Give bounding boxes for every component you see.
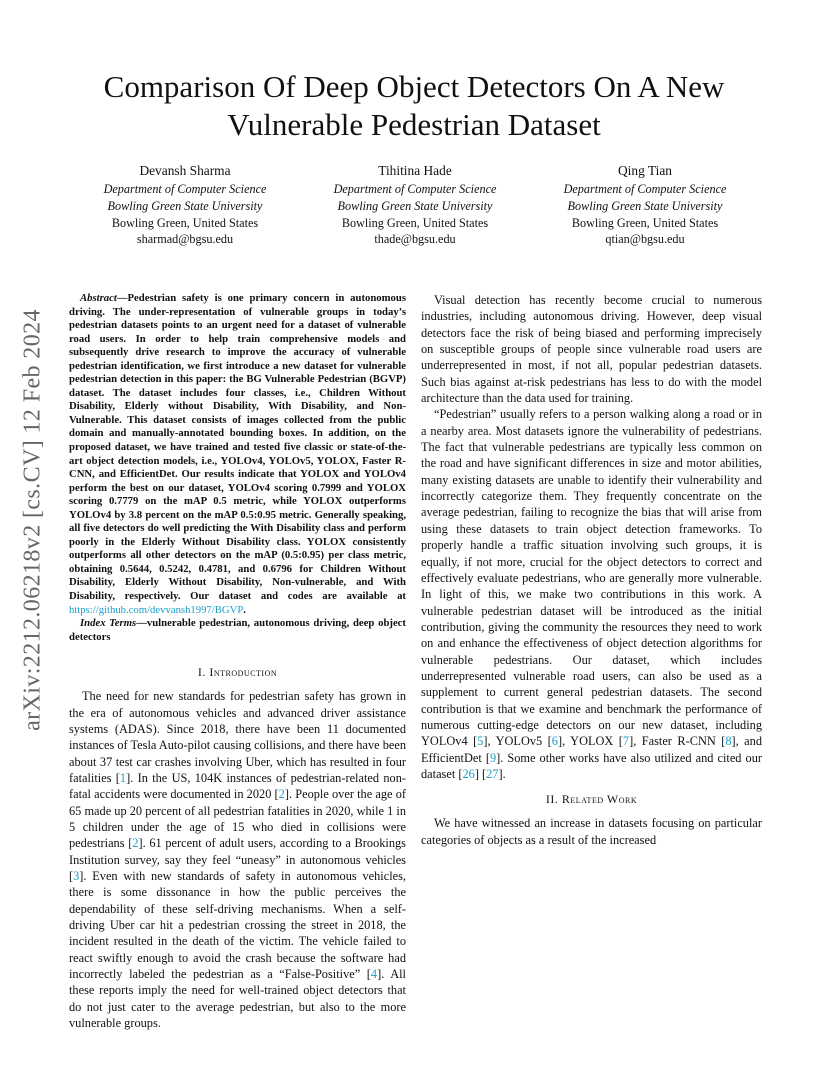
text-run: ] [ — [474, 766, 487, 781]
text-run: ]. — [498, 766, 506, 781]
citation-link[interactable]: 2 — [132, 836, 139, 851]
arxiv-identifier-text: arXiv:2212.06218v2 [cs.CV] 12 Feb 2024 — [19, 309, 46, 731]
text-run: “Pedestrian” usually refers to a person walking along a road or in a nearby area. Most datasets ignore the vulnerability of pedestrians. The fact that vulnerable pedestrians are typically less common on the road and have significant differences in size and motor abilities, many existing datasets are unable to identify their vulnerability and incorrectly categorize them. They frequently concentrate on the average pedestrian, failing to recognize the bias that will arise from using these datasets to train object detection frameworks. To properly handle a traffic situation involving such groups, it is equally, if not more, crucial for the object detectors to correct and effectively evaluate pedestrians, who are generally more vulnerable. In light of this, we make two contributions in this work. A vulnerable pedestrian dataset will be introduced as the initial contribution, giving the community the resources they need to work on and enhance the effectiveness of object detection algorithms for vulnerable pedestrians. Our dataset, which includes underrepresented vulnerable road users, can also be used as a supplement to current general pedestrian datasets. The second contribution is that we examine and benchmark the performance of numerous cutting-edge detectors on our new dataset, including YOLOv4 [ — [421, 407, 762, 749]
author-email[interactable]: thade@bgsu.edu — [374, 232, 456, 247]
text-run: ]. 61 percent of adult users, according to a Brookings Institution survey, say they feel “uneasy” in autonomous vehicles [ — [69, 836, 406, 883]
author-location: Bowling Green, United States — [341, 215, 489, 230]
citation-link[interactable]: 4 — [370, 967, 378, 982]
section-number: II. — [545, 792, 562, 807]
text-run: ], YOLOv5 [ — [483, 734, 552, 749]
author-name: Qing Tian — [618, 163, 672, 178]
text-run: The need for new standards for pedestrian safety has grown in the era of autonomous vehicles and advanced driver assistance systems (ADAS). Since 2018, there have been 11 documented instances of Tesla Auto-pilot causing collisions, and there have been about 37 test car crashes involving Uber, which has resulted in four fatalities [ — [69, 689, 406, 785]
author-university: Bowling Green State University — [337, 198, 493, 213]
left-column — [69, 292, 406, 1031]
index-terms — [69, 617, 406, 644]
author-location: Bowling Green, United States — [111, 215, 259, 230]
text-run: ]. People over the age of 65 made up 20 percent of all pedestrian fatalities in 2020, while 1 in 5 children under the age of 15 who died in collisions were pedestrians [ — [69, 787, 406, 851]
text-run: ]. All these reports imply the need for well-trained object detectors that do not just cater to the average pedestrian, but also to the more vulnerable groups. — [69, 967, 406, 1031]
author-department: Department of Computer Science — [103, 182, 267, 196]
arxiv-identifier — [8, 285, 58, 755]
dataset-link[interactable]: https://github.com/devvansh1997/BGVP — [69, 603, 244, 616]
text-run: ], and EfficientDet [ — [421, 734, 763, 765]
author-email[interactable]: sharmad@bgsu.edu — [136, 232, 234, 247]
related-paragraph-1: We have witnessed an increase in datasets focusing on particular categories of objects as a result of the increased — [421, 816, 762, 847]
section-heading-introduction — [69, 665, 406, 680]
author-3 — [530, 162, 760, 248]
text-run: ]. Even with new standards of safety in autonomous vehicles, there is some dissonance in how the public perceives the dependability of these self-driving mechanisms. When a self-driving Uber car hit a pedestrian crossing the street in 2018, the incident resulted in the death of the victim. The vehicle failed to react swiftly enough to avoid the crash because the software had incorrectly labeled the pedestrian as a “False-Positive” [ — [69, 869, 406, 982]
author-2 — [300, 162, 530, 248]
citation-link[interactable]: 1 — [119, 770, 127, 785]
citation-link[interactable]: 27 — [486, 766, 499, 781]
citation-link[interactable]: 26 — [462, 766, 475, 781]
text-run: ], Faster R-CNN [ — [629, 734, 726, 749]
author-email[interactable]: qtian@bgsu.edu — [605, 232, 685, 247]
intro-paragraph-2: Visual detection has recently become crucial to numerous industries, including autonomous driving. However, deep visual detectors face the risk of being biased and performing imprecisely on susceptible groups of people since vulnerable road users are underrepresented in most, if not all, popular pedestrian datasets. Such bias against at-risk pedestrians has less to do with the model architecture than the data used for training. — [421, 293, 762, 406]
section-title: Related Work — [561, 792, 638, 807]
abstract-text: —Pedestrian safety is one primary concern in autonomous driving. The under-representation of vulnerable groups in today’s pedestrian datasets points to an urgent need for a dataset of vulnerable road users. In order to help train comprehensive models and subsequently drive research to improve the accuracy of vulnerable pedestrian identification, we first introduce a new dataset for vulnerable pedestrian detection in this paper: the BG Vulnerable Pedestrian (BGVP) dataset. The dataset includes four classes, i.e., Children Without Disability, Elderly without Disability, With Disability, and Non-Vulnerable. This dataset consists of images collected from the public domain and manually-annotated bounding boxes. In addition, on the proposed dataset, we have trained and tested five classic or state-of-the-art object detection models, i.e., YOLOv4, YOLOv5, YOLOX, Faster R-CNN, and EfficientDet. Our results indicate that YOLOX and YOLOv4 perform the best on our dataset, YOLOv4 scoring 0.7999 and YOLOX scoring 0.7779 on the mAP 0.5 metric, while YOLOX outperforms YOLOv4 by 3.8 percent on the mAP 0.5:0.95 metric. Generally speaking, all five detectors do well predicting the With Disability class and perform poorly in the Elderly Without Disability class. YOLOX consistently outperforms all other detectors on the mAP (0.5:0.95) per class metric, obtaining 0.5644, 0.5242, 0.4781, and 0.6796 for Children Without Disability, Elderly Without Disability, Non-vulnerable, and With Disability, respectively. Our dataset and codes are available at — [69, 292, 406, 603]
index-terms-label: Index Terms — [80, 617, 137, 630]
text-run: ], YOLOX [ — [557, 734, 623, 749]
citation-link[interactable]: 2 — [278, 787, 285, 802]
abstract-end: . — [243, 603, 246, 616]
paper-title: Comparison Of Deep Object Detectors On A New Vulnerable Pedestrian Dataset — [103, 69, 725, 142]
intro-paragraph-3 — [421, 406, 762, 782]
author-name: Tihitina Hade — [378, 163, 452, 178]
citation-link[interactable]: 6 — [551, 734, 558, 749]
index-terms-text: —vulnerable pedestrian, autonomous driving, deep object detectors — [69, 617, 406, 643]
citation-link[interactable]: 7 — [622, 734, 630, 749]
citation-link[interactable]: 3 — [73, 869, 80, 883]
citation-link[interactable]: 9 — [489, 750, 497, 765]
section-heading-related-work — [421, 792, 762, 807]
author-university: Bowling Green State University — [567, 198, 723, 213]
abstract — [69, 292, 406, 617]
text-run: ]. Some other works have also utilized and cited our dataset [ — [421, 750, 762, 781]
section-number: I. — [197, 665, 210, 680]
intro-paragraph-1 — [69, 688, 406, 1031]
right-column — [421, 292, 762, 848]
section-title: Introduction — [209, 665, 278, 680]
author-1 — [70, 162, 300, 248]
author-university: Bowling Green State University — [107, 198, 263, 213]
author-name: Devansh Sharma — [139, 163, 231, 178]
citation-link[interactable]: 8 — [725, 734, 732, 749]
abstract-label: Abstract — [80, 292, 117, 304]
author-block — [70, 162, 760, 248]
author-location: Bowling Green, United States — [571, 215, 719, 230]
citation-link[interactable]: 5 — [477, 734, 484, 749]
author-department: Department of Computer Science — [563, 182, 727, 196]
text-run: ]. In the US, 104K instances of pedestrian-related non-fatal accidents were documented in 2020 [ — [69, 770, 406, 802]
author-department: Department of Computer Science — [333, 182, 497, 196]
